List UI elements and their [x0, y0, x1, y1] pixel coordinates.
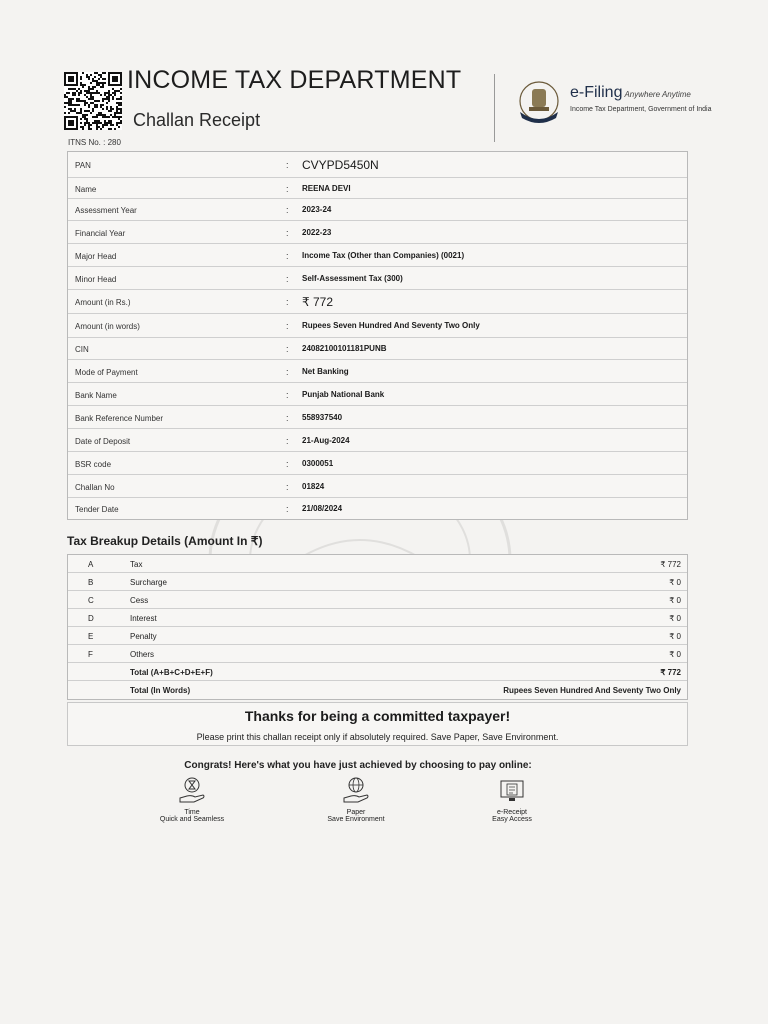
- detail-value: 21-Aug-2024: [302, 436, 350, 445]
- detail-value: Self-Assessment Tax (300): [302, 274, 403, 283]
- detail-value: 2023-24: [302, 205, 332, 214]
- breakup-row: [68, 645, 687, 663]
- detail-value: CVYPD5450N: [302, 158, 379, 172]
- feature-subtitle: Quick and Seamless: [159, 816, 225, 823]
- breakup-name: Total (A+B+C+D+E+F): [130, 668, 213, 677]
- feature-ereceipt: [462, 776, 562, 823]
- thanks-title: Thanks for being a committed taxpayer!: [244, 708, 511, 724]
- breakup-amount: ₹ 772: [660, 668, 681, 677]
- breakup-amount: ₹ 772: [660, 560, 681, 569]
- detail-label: Amount (in words): [75, 322, 140, 331]
- breakup-name: Others: [130, 650, 155, 659]
- detail-separator: :: [286, 251, 289, 261]
- congrats-message: Congrats! Here's what you have just achieved by choosing to pay online:: [184, 760, 532, 771]
- detail-separator: :: [286, 228, 289, 238]
- breakup-row: [68, 627, 687, 645]
- detail-value: 24082100101181PUNB: [302, 344, 387, 353]
- breakup-name: Total (In Words): [130, 686, 191, 695]
- detail-value: Punjab National Bank: [302, 390, 385, 399]
- thanks-subtitle: Please print this challan receipt only if absolutely required. Save Paper, Save Environment.: [196, 732, 559, 742]
- detail-row: [68, 429, 687, 452]
- feature-paper: [306, 776, 406, 823]
- breakup-name: Penalty: [130, 632, 157, 641]
- efiling-tagline: Anywhere Anytime: [624, 90, 691, 99]
- breakup-amount: ₹ 0: [669, 596, 681, 605]
- detail-row: [68, 152, 687, 178]
- detail-label: Financial Year: [75, 229, 126, 238]
- detail-label: Tender Date: [75, 505, 119, 514]
- breakup-row: [68, 591, 687, 609]
- detail-row: [68, 178, 687, 199]
- detail-label: Minor Head: [75, 275, 117, 284]
- detail-row: [68, 475, 687, 498]
- breakup-name: Cess: [130, 596, 149, 605]
- feature-title: Paper: [346, 809, 366, 816]
- detail-row: [68, 244, 687, 267]
- detail-value: Rupees Seven Hundred And Seventy Two Only: [302, 321, 480, 330]
- breakup-row: [68, 555, 687, 573]
- national-emblem-icon: [516, 80, 562, 126]
- detail-row: [68, 199, 687, 221]
- detail-row: [68, 406, 687, 429]
- breakup-amount: ₹ 0: [669, 614, 681, 623]
- detail-separator: :: [286, 459, 289, 469]
- breakup-code: C: [88, 596, 94, 605]
- breakup-code: A: [88, 560, 94, 569]
- detail-separator: :: [286, 413, 289, 423]
- detail-separator: :: [286, 482, 289, 492]
- detail-row: [68, 290, 687, 314]
- header-divider: [494, 74, 495, 142]
- tax-breakup-title: Tax Breakup Details (Amount In ₹): [67, 534, 263, 548]
- detail-value: 21/08/2024: [302, 504, 343, 513]
- detail-row: [68, 314, 687, 338]
- globe-hand-icon: [341, 776, 371, 806]
- efiling-subtitle: Income Tax Department, Government of India: [570, 106, 712, 113]
- challan-details-table: [67, 151, 688, 520]
- detail-row: [68, 360, 687, 383]
- breakup-code: B: [88, 578, 94, 587]
- monitor-receipt-icon: [497, 776, 527, 806]
- detail-value: Income Tax (Other than Companies) (0021): [302, 251, 465, 260]
- detail-separator: :: [286, 184, 289, 194]
- feature-title: e-Receipt: [497, 809, 527, 816]
- detail-label: Major Head: [75, 252, 117, 261]
- detail-value: 01824: [302, 482, 325, 491]
- detail-label: Date of Deposit: [75, 437, 131, 446]
- detail-row: [68, 383, 687, 406]
- detail-separator: :: [286, 160, 289, 170]
- thanks-box: [67, 702, 688, 746]
- detail-label: Bank Name: [75, 391, 117, 400]
- detail-label: PAN: [75, 161, 91, 170]
- breakup-row: [68, 681, 687, 699]
- detail-separator: :: [286, 504, 289, 514]
- detail-separator: :: [286, 344, 289, 354]
- detail-separator: :: [286, 367, 289, 377]
- detail-value: Net Banking: [302, 367, 349, 376]
- detail-label: CIN: [75, 345, 89, 354]
- qr-code-icon: [64, 72, 122, 130]
- detail-label: Mode of Payment: [75, 368, 138, 377]
- feature-subtitle: Easy Access: [492, 816, 532, 823]
- detail-row: [68, 338, 687, 360]
- department-title: INCOME TAX DEPARTMENT: [127, 66, 462, 94]
- hourglass-hand-icon: [177, 776, 207, 806]
- detail-label: Challan No: [75, 483, 115, 492]
- detail-label: BSR code: [75, 460, 112, 469]
- breakup-code: E: [88, 632, 94, 641]
- detail-value: REENA DEVI: [302, 184, 351, 193]
- detail-row: [68, 498, 687, 519]
- detail-separator: :: [286, 390, 289, 400]
- detail-label: Amount (in Rs.): [75, 298, 131, 307]
- detail-value: 0300051: [302, 459, 334, 468]
- feature-subtitle: Save Environment: [327, 816, 385, 823]
- breakup-code: D: [88, 614, 94, 623]
- detail-row: [68, 267, 687, 290]
- breakup-name: Surcharge: [130, 578, 167, 587]
- breakup-amount: ₹ 0: [669, 578, 681, 587]
- itns-number: ITNS No. : 280: [68, 138, 121, 147]
- breakup-row: [68, 573, 687, 591]
- detail-value: 558937540: [302, 413, 343, 422]
- breakup-row: [68, 609, 687, 627]
- detail-row: [68, 452, 687, 475]
- tax-breakup-table: [67, 554, 688, 700]
- breakup-amount: Rupees Seven Hundred And Seventy Two Only: [503, 686, 681, 695]
- breakup-name: Interest: [130, 614, 157, 623]
- breakup-name: Tax: [130, 560, 143, 569]
- breakup-amount: ₹ 0: [669, 632, 681, 641]
- efiling-logo-text: e-Filing Anywhere Anytime: [570, 84, 691, 101]
- breakup-row: [68, 663, 687, 681]
- detail-separator: :: [286, 321, 289, 331]
- breakup-code: F: [88, 650, 93, 659]
- detail-row: [68, 221, 687, 244]
- detail-separator: :: [286, 297, 289, 307]
- feature-time: [142, 776, 242, 823]
- detail-separator: :: [286, 205, 289, 215]
- feature-title: Time: [184, 809, 200, 816]
- detail-value: ₹ 772: [302, 295, 333, 309]
- receipt-title: Challan Receipt: [133, 110, 261, 130]
- detail-value: 2022-23: [302, 228, 332, 237]
- detail-label: Bank Reference Number: [75, 414, 164, 423]
- breakup-amount: ₹ 0: [669, 650, 681, 659]
- detail-label: Assessment Year: [75, 206, 137, 215]
- detail-label: Name: [75, 185, 97, 194]
- detail-separator: :: [286, 436, 289, 446]
- detail-separator: :: [286, 274, 289, 284]
